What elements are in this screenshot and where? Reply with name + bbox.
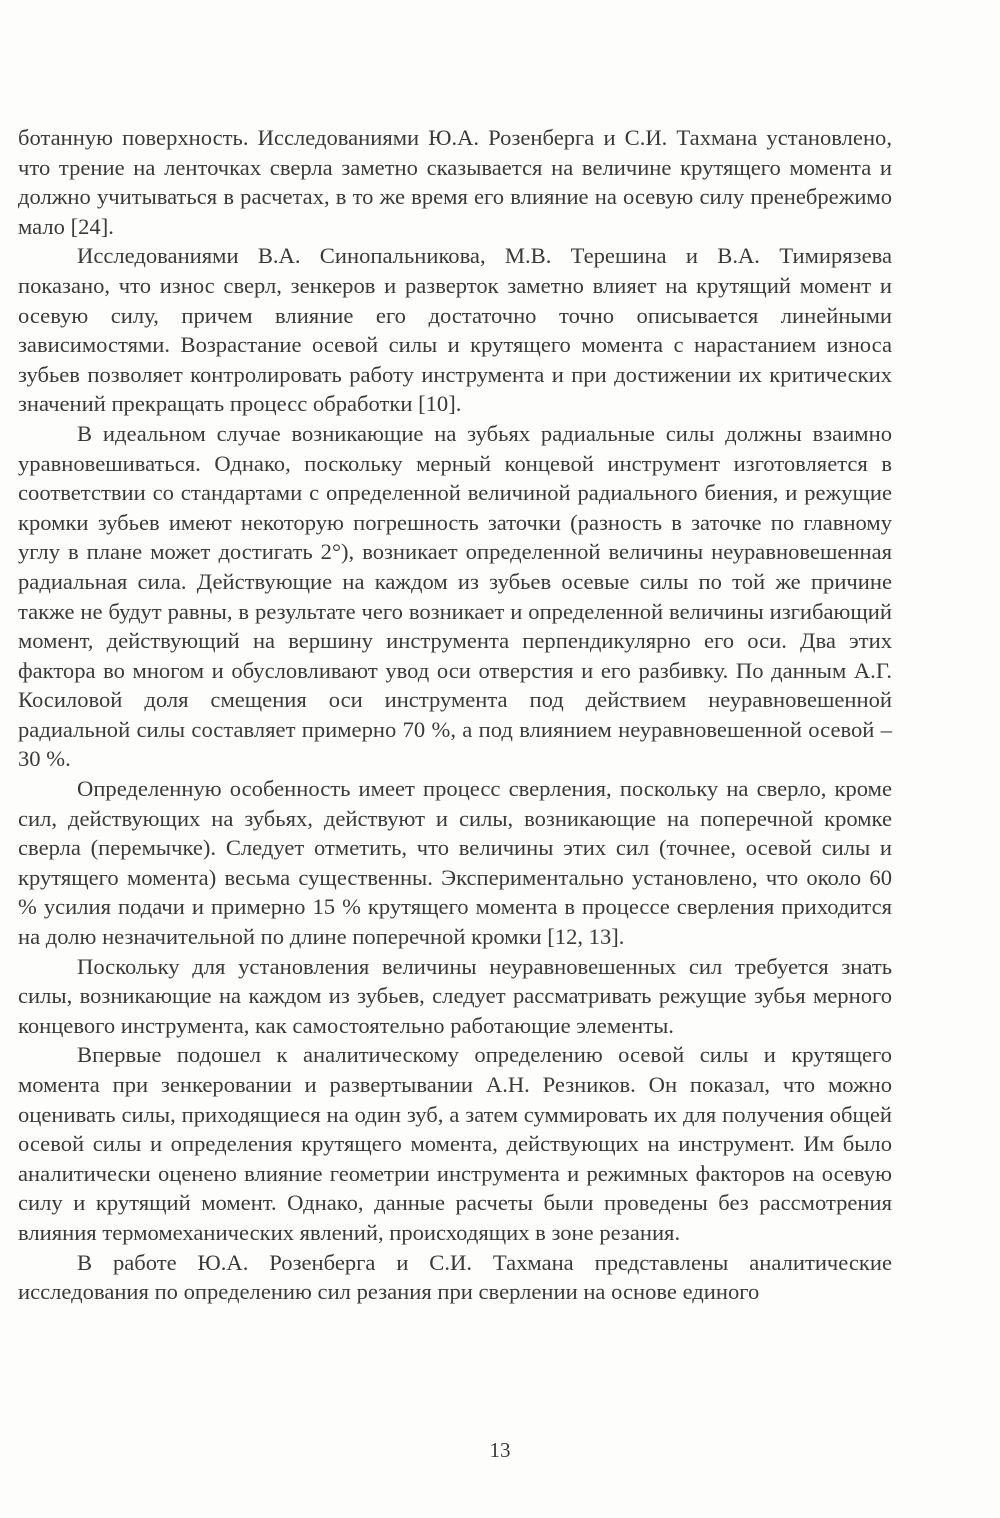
body-text: [18, 123, 892, 1307]
paragraph-5: Поскольку для установления величины неуравновешенных сил требуется знать силы, возникающие на каждом из зубьев, следует рассматривать режущие зубья мерного концевого инструмента, как самостоятельно работающие элементы.: [18, 953, 892, 1038]
paragraph-2: Исследованиями В.А. Синопальникова, М.В. Терешина и В.А. Тимирязева показано, что износ сверл, зенкеров и разверток заметно влияет на крутящий момент и осевую силу, причем влияние его достаточно точно описывается линейными зависимостями. Возрастание осевой силы и крутящего момента с нарастанием износа зубьев позволяет контролировать работу инструмента и при достижении их критических значений прекращать процесс обработки [10].: [18, 243, 892, 417]
paragraph-7: В работе Ю.А. Розенберга и С.И. Тахмана представлены аналитические исследования по определению сил резания при сверлении на основе единого: [18, 1249, 892, 1305]
page-number: 13: [489, 1438, 511, 1462]
paragraph-4: Определенную особенность имеет процесс сверления, поскольку на сверло, кроме сил, действующих на зубьях, действуют и силы, возникающие на поперечной кромке сверла (перемычке). Следует отметить, что величины этих сил (точнее, осевой силы и крутящего момента) весьма существенны. Экспериментально установлено, что около 60 % усилия подачи и примерно 15 % крутящего момента в процессе сверления приходится на долю незначительной по длине поперечной кромки [12, 13].: [18, 776, 892, 950]
paragraph-6: Впервые подошел к аналитическому определению осевой силы и крутящего момента при зенкеровании и развертывании А.Н. Резников. Он показал, что можно оценивать силы, приходящиеся на один зуб, а затем суммировать их для получения общей осевой силы и определения крутящего момента, действующих на инструмент. Им было аналитически оценено влияние геометрии инструмента и режимных факторов на осевую силу и крутящий момент. Однако, данные расчеты были проведены без рассмотрения влияния термомеханических явлений, происходящих в зоне резания.: [18, 1042, 892, 1245]
paragraph-1: ботанную поверхность. Исследованиями Ю.А. Розенберга и С.И. Тахмана установлено, что трение на ленточках сверла заметно сказывается на величине крутящего момента и должно учитываться в расчетах, в то же время его влияние на осевую силу пренебрежимо мало [24].: [18, 125, 892, 239]
paragraph-3: В идеальном случае возникающие на зубьях радиальные силы должны взаимно уравновешиваться. Однако, поскольку мерный концевой инструмент изготовляется в соответствии со стандартами с определенной величиной радиального биения, и режущие кромки зубьев имеют некоторую погрешность заточки (разность в заточке по главному углу в плане может достигать 2°), возникает определенной величины неуравновешенная радиальная сила. Действующие на каждом из зубьев осевые силы по той же причине также не будут равны, в результате чего возникает и определенной величины изгибающий момент, действующий на вершину инструмента перпендикулярно его оси. Два этих фактора во многом и обусловливают увод оси отверстия и его разбивку. По данным А.Г. Косиловой доля смещения оси инструмента под действием неуравновешенной радиальной силы составляет примерно 70 %, а под влиянием неуравновешенной осевой – 30 %.: [18, 420, 892, 772]
